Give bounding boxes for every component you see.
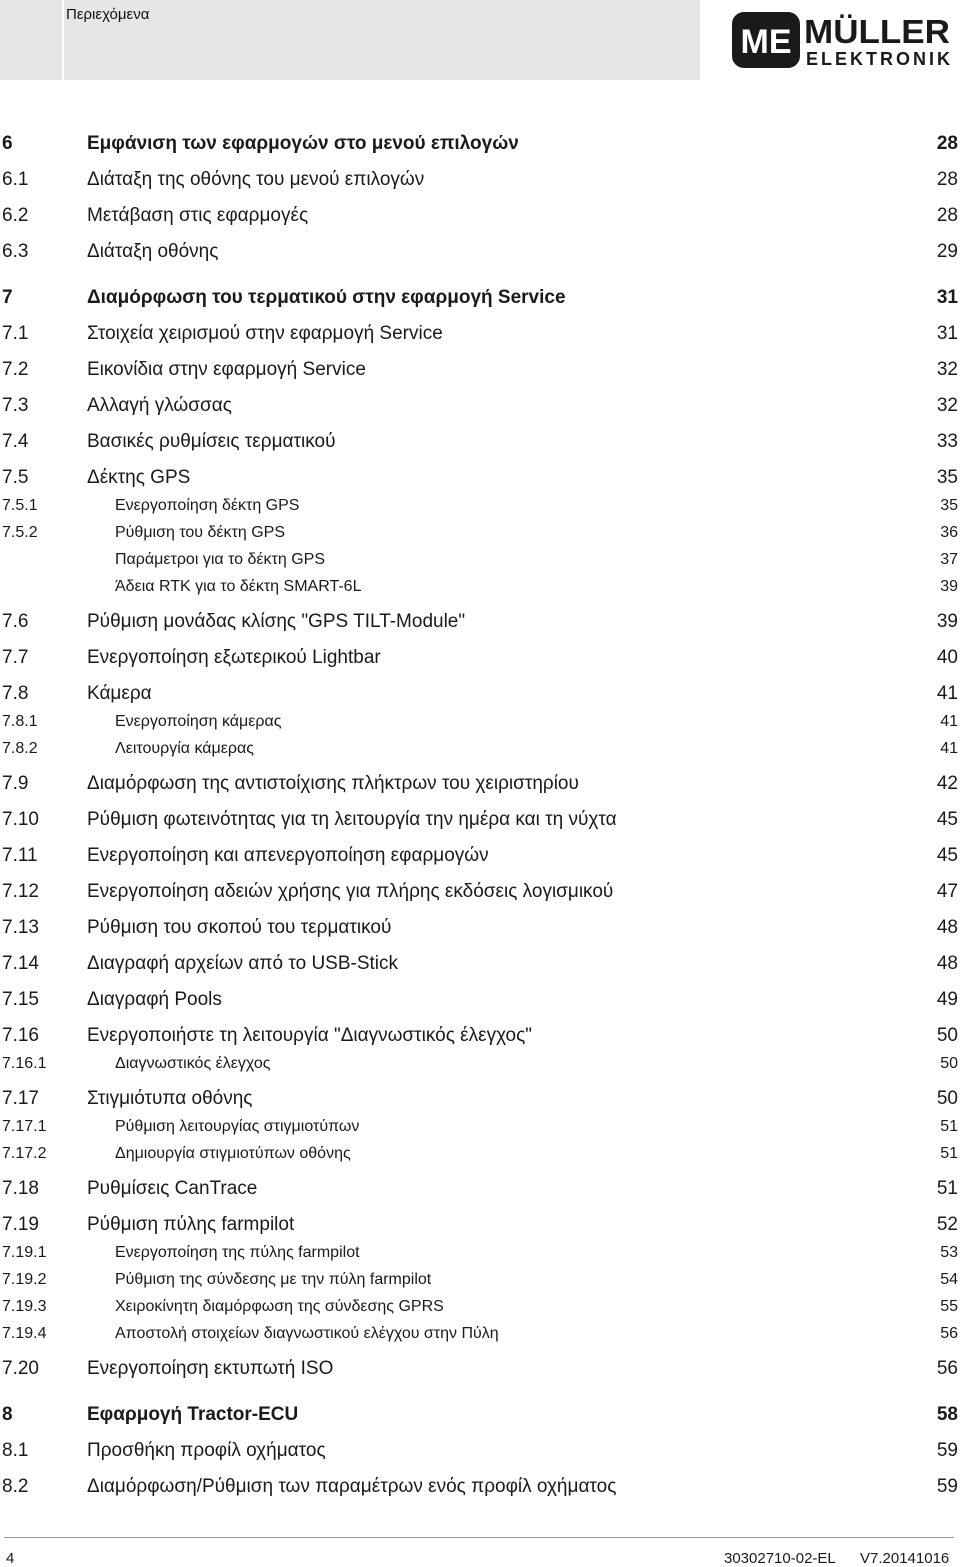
toc-entry-page: 32: [936, 395, 958, 416]
toc-entry-number: 7.10: [2, 809, 39, 830]
toc-entry[interactable]: [0, 835, 960, 871]
toc-entry-title: Παράμετροι για το δέκτη GPS: [115, 551, 326, 568]
toc-entry[interactable]: [0, 520, 960, 547]
toc-entry-number: 7.7: [2, 647, 29, 668]
toc-entry[interactable]: [0, 313, 960, 349]
toc-entry-number: 7.19.2: [2, 1271, 47, 1288]
toc-entry-number: 7.19.4: [2, 1325, 47, 1342]
logo-mark: ME: [740, 23, 792, 61]
toc-entry-page: 50: [940, 1055, 958, 1072]
toc-entry-number: 7.17.2: [2, 1145, 47, 1162]
toc-entry-page: 39: [936, 611, 958, 632]
toc-entry-page: 59: [936, 1476, 958, 1497]
footer-page-number: 4: [6, 1550, 15, 1567]
toc-entry-number: 7.5.2: [2, 524, 38, 541]
toc-entry-page: 47: [936, 881, 958, 902]
toc-entry-page: 51: [940, 1145, 958, 1162]
toc-entry-title: Ενεργοποίηση εκτυπωτή ISO: [87, 1358, 334, 1379]
logo-name: MÜLLER: [804, 13, 951, 50]
toc-entry[interactable]: [0, 799, 960, 835]
toc-entry-number: 8: [2, 1404, 13, 1425]
toc-entry[interactable]: [0, 1384, 960, 1430]
toc-entry[interactable]: [0, 457, 960, 493]
toc-entry-number: 7.9: [2, 773, 29, 794]
toc-entry-number: 6.1: [2, 169, 29, 190]
toc-entry[interactable]: [0, 1240, 960, 1267]
toc-entry-number: 8.2: [2, 1476, 29, 1497]
toc-entry-number: 6: [2, 133, 13, 154]
toc-entry-number: 7.3: [2, 395, 29, 416]
toc-entry[interactable]: [0, 943, 960, 979]
logo-sub: ELEKTRONIK: [806, 49, 950, 69]
toc-entry-title: Διαγραφή Pools: [87, 989, 222, 1010]
toc-entry-number: 7.12: [2, 881, 39, 902]
toc-entry[interactable]: [0, 1321, 960, 1348]
toc-entry-number: 7.11: [2, 845, 38, 866]
toc-entry-title: Στοιχεία χειρισμού στην εφαρμογή Service: [87, 323, 443, 344]
toc-entry[interactable]: [0, 1168, 960, 1204]
toc-entry-title: Βασικές ρυθμίσεις τερματικού: [87, 431, 336, 452]
toc-entry-title: Μετάβαση στις εφαρμογές: [87, 205, 309, 226]
toc-entry-title: Διαγνωστικός έλεγχος: [115, 1055, 271, 1072]
section-title: Περιεχόμενα: [66, 6, 150, 23]
toc-entry-page: 51: [936, 1178, 958, 1199]
toc-entry-page: 32: [936, 359, 958, 380]
toc-entry[interactable]: [0, 113, 960, 159]
toc-entry-title: Ρυθμίσεις CanTrace: [87, 1178, 258, 1199]
toc-entry[interactable]: [0, 267, 960, 313]
toc-entry-page: 37: [940, 551, 958, 568]
toc-entry-page: 31: [936, 323, 958, 344]
footer-doc-number: 30302710-02-EL: [724, 1550, 836, 1567]
toc-entry-title: Ρύθμιση πύλης farmpilot: [87, 1214, 295, 1235]
toc-entry-page: 40: [936, 647, 958, 668]
toc-entry-page: 50: [936, 1025, 958, 1046]
toc-entry-title: Στιγμιότυπα οθόνης: [87, 1088, 253, 1109]
toc-entry-page: 52: [936, 1214, 958, 1235]
toc-entry-title: Ρύθμιση του σκοπού του τερματικού: [87, 917, 392, 938]
toc-entry[interactable]: [0, 1430, 960, 1466]
toc-entry[interactable]: [0, 231, 960, 267]
toc-entry-number: 7.19: [2, 1214, 39, 1235]
toc-entry-number: 7.8: [2, 683, 29, 704]
toc-entry-number: 7.16: [2, 1025, 39, 1046]
toc-entry-title: Διαμόρφωση της αντιστοίχισης πλήκτρων του χειριστηρίου: [87, 773, 579, 794]
toc-entry[interactable]: [0, 1348, 960, 1384]
toc-entry-number: 7.17: [2, 1088, 39, 1109]
toc-entry-number: 7: [2, 287, 13, 308]
toc-entry-title: Εικονίδια στην εφαρμογή Service: [87, 359, 366, 380]
toc-entry-page: 42: [936, 773, 958, 794]
toc-entry-page: 50: [936, 1088, 958, 1109]
toc-entry-title: Αλλαγή γλώσσας: [87, 395, 232, 416]
toc-entry-title: Ενεργοποιήστε τη λειτουργία "Διαγνωστικός έλεγχος": [87, 1025, 533, 1046]
toc-entry-title: Δημιουργία στιγμιοτύπων οθόνης: [115, 1145, 351, 1162]
toc-entry-page: 29: [936, 241, 958, 262]
toc-entry-title: Αποστολή στοιχείων διαγνωστικού ελέγχου στην Πύλη: [115, 1325, 499, 1342]
toc-entry-page: 56: [936, 1358, 958, 1379]
toc-entry[interactable]: [0, 673, 960, 709]
mueller-elektronik-logo: [730, 10, 952, 72]
toc-entry[interactable]: [0, 1051, 960, 1078]
toc-entry[interactable]: [0, 1267, 960, 1294]
toc-entry[interactable]: [0, 871, 960, 907]
toc-entry-number: 6.3: [2, 241, 29, 262]
toc-entry-page: 35: [940, 497, 958, 514]
toc-entry-title: Ρύθμιση φωτεινότητας για τη λειτουργία την ημέρα και τη νύχτα: [87, 809, 617, 830]
toc-entry-page: 55: [940, 1298, 958, 1315]
toc-entry-number: 7.16.1: [2, 1055, 47, 1072]
toc-entry-page: 28: [936, 205, 958, 226]
toc-entry-page: 41: [936, 683, 958, 704]
toc-entry-page: 45: [936, 845, 958, 866]
toc-entry[interactable]: [0, 601, 960, 637]
toc-entry-number: 6.2: [2, 205, 29, 226]
toc-entry[interactable]: [0, 1466, 960, 1502]
toc-entry[interactable]: [0, 385, 960, 421]
toc-entry-page: 45: [936, 809, 958, 830]
toc-entry-page: 48: [936, 953, 958, 974]
toc-entry-title: Διαγραφή αρχείων από το USB-Stick: [87, 953, 399, 974]
toc-entry-page: 41: [940, 713, 958, 730]
toc-entry[interactable]: [0, 493, 960, 520]
toc-entry-title: Ενεργοποίηση εξωτερικού Lightbar: [87, 647, 381, 668]
toc-entry-page: 59: [936, 1440, 958, 1461]
toc-entry-number: 7.4: [2, 431, 29, 452]
toc-entry[interactable]: [0, 736, 960, 763]
toc-entry[interactable]: [0, 709, 960, 736]
toc-entry-number: 7.15: [2, 989, 39, 1010]
toc-entry-page: 51: [940, 1118, 958, 1135]
toc-entry-title: Εφαρμογή Tractor-ECU: [87, 1404, 299, 1425]
toc-entry[interactable]: [0, 1114, 960, 1141]
toc-entry-number: 7.19.1: [2, 1244, 47, 1261]
toc-entry-number: 7.20: [2, 1358, 39, 1379]
toc-entry-number: 7.5: [2, 467, 29, 488]
toc-entry-title: Ενεργοποίηση κάμερας: [115, 713, 282, 730]
toc-entry[interactable]: [0, 763, 960, 799]
toc-entry-title: Διάταξη οθόνης: [87, 241, 219, 262]
toc-entry-number: 7.18: [2, 1178, 39, 1199]
toc-entry-number: 8.1: [2, 1440, 29, 1461]
toc-entry-title: Ρύθμιση της σύνδεσης με την πύλη farmpilot: [115, 1271, 432, 1288]
toc-entry-title: Διαμόρφωση του τερματικού στην εφαρμογή Service: [87, 287, 566, 308]
footer-version: V7.20141016: [860, 1550, 950, 1567]
toc-entry-page: 28: [936, 133, 958, 154]
toc-entry-title: Δέκτης GPS: [87, 467, 191, 488]
toc-entry-page: 53: [940, 1244, 958, 1261]
toc-entry-title: Διαμόρφωση/Ρύθμιση των παραμέτρων ενός προφίλ οχήματος: [87, 1476, 617, 1497]
toc-entry-number: 7.14: [2, 953, 39, 974]
toc-entry-title: Κάμερα: [87, 683, 152, 704]
toc-entry-number: 7.5.1: [2, 497, 38, 514]
toc-entry-page: 35: [936, 467, 958, 488]
toc-entry-number: 7.6: [2, 611, 29, 632]
toc-entry[interactable]: [0, 1294, 960, 1321]
toc-entry[interactable]: [0, 159, 960, 195]
footer-divider: [4, 1537, 954, 1538]
toc-entry-title: Χειροκίνητη διαμόρφωση της σύνδεσης GPRS: [115, 1298, 444, 1315]
toc-entry-title: Ενεργοποίηση αδειών χρήσης για πλήρης εκδόσεις λογισμικού: [87, 881, 614, 902]
toc-entry-page: 31: [936, 287, 958, 308]
table-of-contents: [0, 113, 960, 1502]
toc-entry-title: Ρύθμιση μονάδας κλίσης "GPS TILT-Module": [87, 611, 466, 632]
toc-entry-page: 48: [936, 917, 958, 938]
toc-entry-number: 7.19.3: [2, 1298, 47, 1315]
toc-entry[interactable]: [0, 907, 960, 943]
toc-entry[interactable]: [0, 349, 960, 385]
toc-entry-title: Ενεργοποίηση και απενεργοποίηση εφαρμογών: [87, 845, 489, 866]
toc-entry[interactable]: [0, 195, 960, 231]
toc-entry-page: 54: [940, 1271, 958, 1288]
toc-entry[interactable]: [0, 421, 960, 457]
toc-entry[interactable]: [0, 547, 960, 574]
toc-entry-number: 7.13: [2, 917, 39, 938]
toc-entry-number: 7.8.1: [2, 713, 38, 730]
toc-entry-title: Λειτουργία κάμερας: [115, 740, 254, 757]
header-divider: [62, 0, 64, 80]
toc-entry-number: 7.17.1: [2, 1118, 47, 1135]
toc-entry-title: Ενεργοποίηση δέκτη GPS: [115, 497, 300, 514]
toc-entry[interactable]: [0, 1141, 960, 1168]
toc-entry-title: Προσθήκη προφίλ οχήματος: [87, 1440, 326, 1461]
toc-entry-page: 33: [936, 431, 958, 452]
toc-entry-title: Ρύθμιση λειτουργίας στιγμιοτύπων: [115, 1118, 360, 1135]
toc-entry-page: 56: [940, 1325, 958, 1342]
toc-entry-title: Ρύθμιση του δέκτη GPS: [115, 524, 285, 541]
toc-entry-number: 7.2: [2, 359, 29, 380]
toc-entry-title: Ενεργοποίηση της πύλης farmpilot: [115, 1244, 360, 1261]
toc-entry-number: 7.1: [2, 323, 29, 344]
toc-entry-page: 28: [936, 169, 958, 190]
toc-entry[interactable]: [0, 637, 960, 673]
toc-entry-page: 58: [936, 1404, 958, 1425]
toc-entry-title: Διάταξη της οθόνης του μενού επιλογών: [87, 169, 425, 190]
toc-entry-page: 41: [940, 740, 958, 757]
toc-entry[interactable]: [0, 574, 960, 601]
toc-entry-number: 7.8.2: [2, 740, 38, 757]
toc-entry[interactable]: [0, 1078, 960, 1114]
toc-entry[interactable]: [0, 1015, 960, 1051]
toc-entry-title: Εμφάνιση των εφαρμογών στο μενού επιλογών: [87, 133, 519, 154]
toc-entry-page: 49: [936, 989, 958, 1010]
toc-entry-page: 36: [940, 524, 958, 541]
toc-entry-page: 39: [940, 578, 958, 595]
toc-entry[interactable]: [0, 1204, 960, 1240]
toc-entry[interactable]: [0, 979, 960, 1015]
toc-entry-title: Άδεια RTK για το δέκτη SMART-6L: [115, 578, 362, 595]
